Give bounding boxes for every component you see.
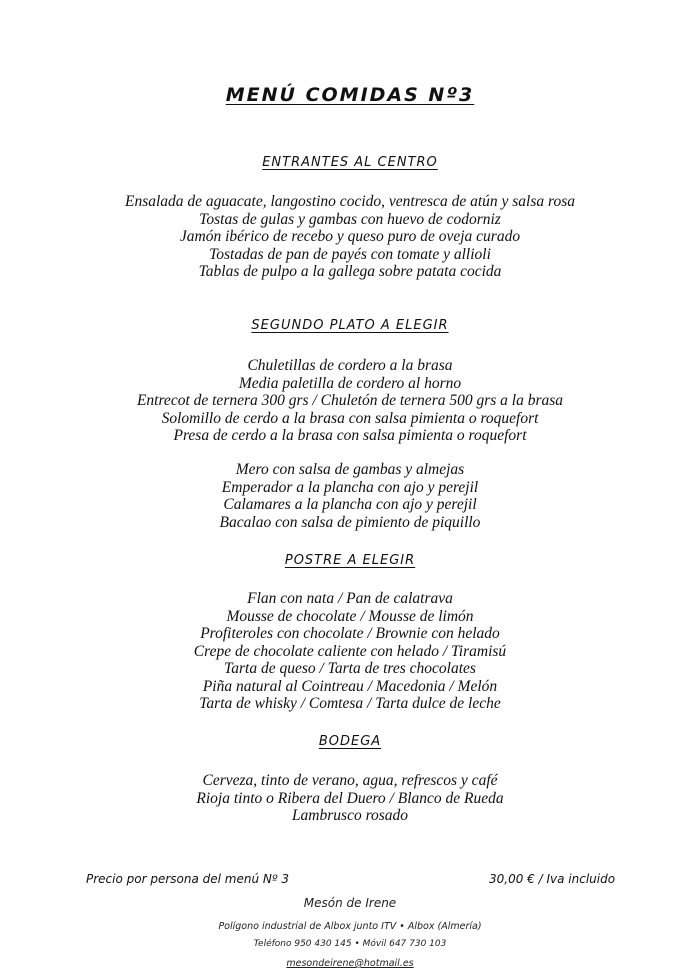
list-item: Profiteroles con chocolate / Brownie con helado <box>200 625 500 642</box>
section-title-postre: POSTRE A ELEGIR <box>284 553 416 568</box>
list-item: Calamares a la plancha con ajo y perejil <box>223 496 477 513</box>
list-item: Emperador a la plancha con ajo y perejil <box>221 478 479 496</box>
list-item: Entrecot de ternera 300 grs / Chuletón de ternera 500 grs a la brasa <box>136 392 564 409</box>
restaurant-name: Mesón de Irene <box>303 896 397 910</box>
section-title-bodega: BODEGA <box>318 734 382 749</box>
price-value: 30,00 € / Iva incluido <box>489 872 616 886</box>
list-item: Cerveza, tinto de verano, agua, refrescos y café <box>202 772 498 789</box>
price-label: Precio por persona del menú Nº 3 <box>86 872 289 886</box>
list-item: Crepe de chocolate caliente con helado / Tiramisú <box>193 642 507 660</box>
list-item: Piña natural al Cointreau / Macedonia / Melón <box>202 677 498 695</box>
list-item: Tablas de pulpo a la gallega sobre patata cocida <box>198 263 502 280</box>
menu-title: MENÚ COMIDAS Nº3 <box>225 84 475 106</box>
list-item: Mero con salsa de gambas y almejas <box>235 461 465 478</box>
restaurant-address: Polígono industrial de Albox junto ITV • Albox (Almería) <box>218 921 482 932</box>
list-item: Chuletillas de cordero a la brasa <box>247 357 453 374</box>
list-item: Presa de cerdo a la brasa con salsa pimienta o roquefort <box>173 427 527 444</box>
segundo-plato-carnes-list <box>0 357 700 445</box>
list-item: Jamón ibérico de recebo y queso puro de oveja curado <box>179 228 521 245</box>
list-item: Tostadas de pan de payés con tomate y allioli <box>209 245 491 263</box>
restaurant-email: mesondeirene@hotmail.es <box>286 958 414 969</box>
list-item: Rioja tinto o Ribera del Duero / Blanco de Rueda <box>196 789 504 807</box>
list-item: Tostas de gulas y gambas con huevo de codorniz <box>199 210 501 228</box>
segundo-plato-pescados-list <box>0 461 700 531</box>
list-item: Lambrusco rosado <box>291 807 409 824</box>
section-title-entrantes: ENTRANTES AL CENTRO <box>262 155 438 170</box>
list-item: Tarta de whisky / Comtesa / Tarta dulce de leche <box>199 695 501 712</box>
section-title-segundo-plato: SEGUNDO PLATO A ELEGIR <box>251 318 449 333</box>
restaurant-phone: Teléfono 950 430 145 • Móvil 647 730 103 <box>253 939 447 949</box>
list-item: Media paletilla de cordero al horno <box>238 374 462 392</box>
list-item: Mousse de chocolate / Mousse de limón <box>226 607 474 625</box>
bodega-list <box>0 772 700 825</box>
entrantes-list <box>0 193 700 281</box>
list-item: Ensalada de aguacate, langostino cocido, ventresca de atún y salsa rosa <box>124 193 575 210</box>
postre-list <box>0 590 700 713</box>
list-item: Bacalao con salsa de pimiento de piquillo <box>219 513 481 531</box>
list-item: Solomillo de cerdo a la brasa con salsa pimienta o roquefort <box>161 409 539 427</box>
list-item: Tarta de queso / Tarta de tres chocolates <box>224 660 476 677</box>
list-item: Flan con nata / Pan de calatrava <box>247 590 453 607</box>
